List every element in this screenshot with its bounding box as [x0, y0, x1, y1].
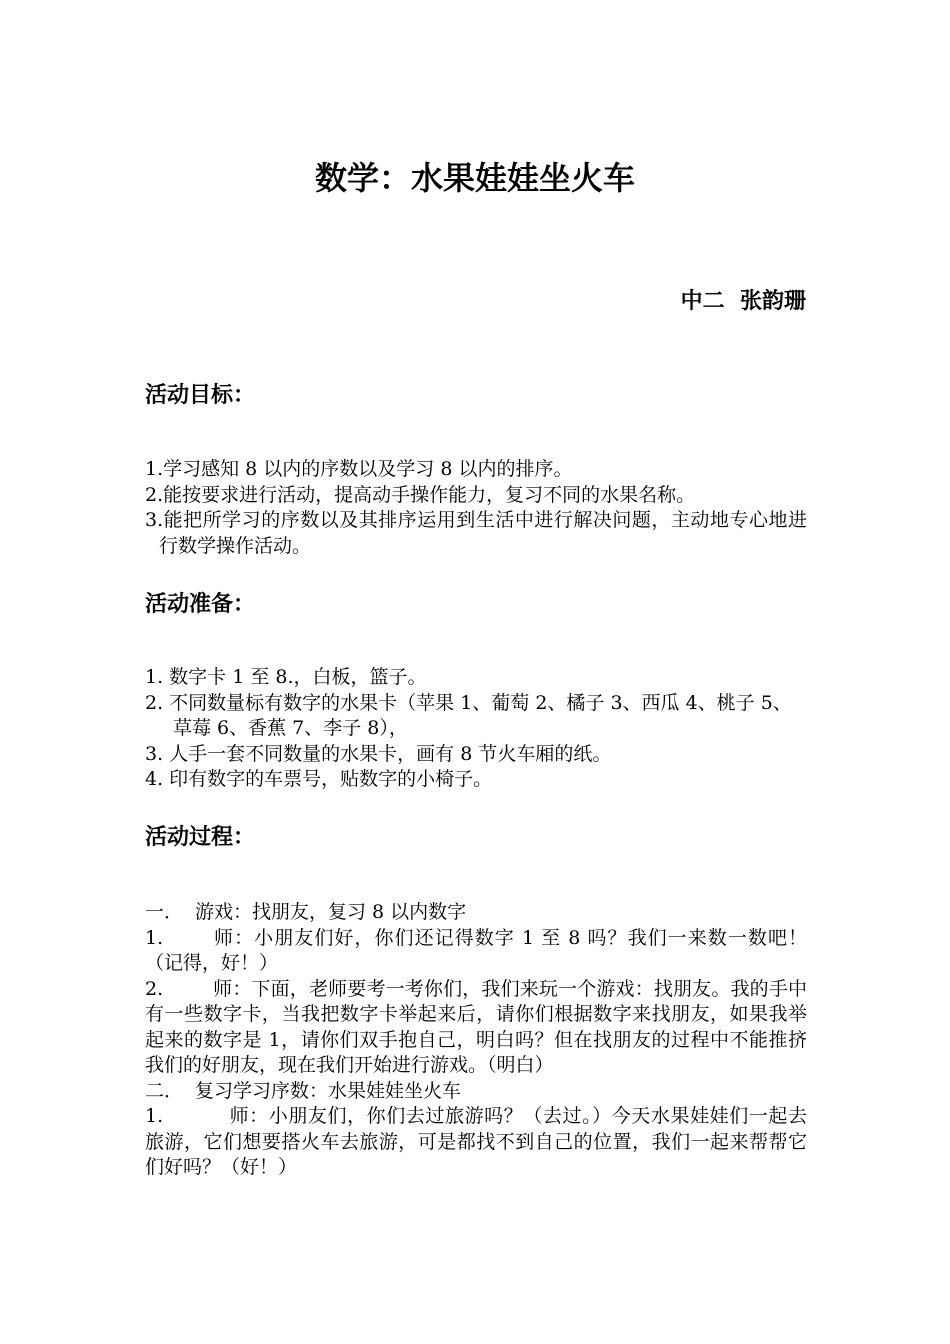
- goals-list: [145, 457, 807, 559]
- preparation-item: 1. 数字卡 1 至 8.，白板，篮子。: [145, 666, 427, 688]
- goals-heading: 活动目标：: [145, 383, 256, 408]
- process-paragraph: 2. 师：下面，老师要考一考你们，我们来玩一个游戏：找朋友。我的手中有一些数字卡，当我把数字卡举起来后，请你们根据数字来找朋友，如果我举起来的数字是 1，请你们双手抱自己，明白吗？但在找朋友的过程中不能推挤我们的好朋友，现在我们开始进行游戏。（明白）: [145, 977, 807, 1076]
- page-title: 数学：水果娃娃坐火车: [314, 159, 635, 197]
- goal-item: 3.能把所学习的序数以及其排序运用到生活中进行解决问题，主动地专心地进行数学操作活动。: [145, 509, 807, 557]
- author-line: 中二 张韵珊: [680, 289, 806, 314]
- process-part-heading: 一． 游戏：找朋友，复习 8 以内数字: [145, 901, 467, 923]
- goal-item: 2.能按要求进行活动，提高动手操作能力，复习不同的水果名称。: [145, 483, 696, 506]
- preparation-list: [145, 665, 807, 793]
- process-heading: 活动过程：: [145, 825, 256, 850]
- preparation-item: 2. 不同数量标有数字的水果卡（苹果 1、葡萄 2、橘子 3、西瓜 4、桃子 5、草莓 6、香蕉 7、李子 8），: [145, 691, 792, 739]
- preparation-item: 4. 印有数字的车票号，贴数字的小椅子。: [145, 768, 493, 790]
- process-paragraph: 1. 师：小朋友们好，你们还记得数字 1 至 8 吗？我们一来数一数吧！（记得，好！）: [145, 926, 807, 974]
- preparation-heading: 活动准备：: [145, 592, 256, 617]
- preparation-item: 3. 人手一套不同数量的水果卡，画有 8 节火车厢的纸。: [145, 742, 612, 765]
- goal-item: 1.学习感知 8 以内的序数以及学习 8 以内的排序。: [145, 458, 573, 480]
- process-part-heading: 二． 复习学习序数：水果娃娃坐火车: [145, 1079, 462, 1102]
- process-paragraph: 1. 师：小朋友们，你们去过旅游吗？（去过。）今天水果娃娃们一起去旅游，它们想要搭火车去旅游，可是都找不到自己的位置，我们一起来帮帮它们好吗？（好！）: [145, 1105, 807, 1178]
- process-body: [145, 900, 807, 1181]
